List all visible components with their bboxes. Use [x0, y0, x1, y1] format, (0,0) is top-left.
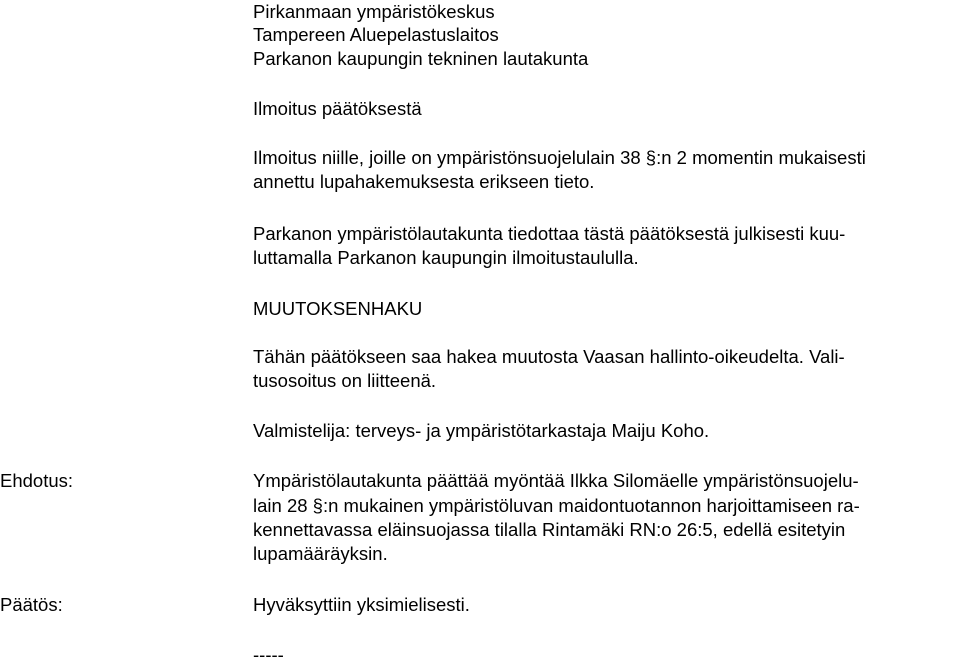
- appeal-paragraph-line: Tähän päätökseen saa hakea muutosta Vaasan hallinto-oikeudelta. Vali-: [253, 346, 845, 367]
- notice-paragraph-line: annettu lupahakemuksesta erikseen tieto.: [253, 171, 595, 192]
- publication-paragraph-line: luttamalla Parkanon kaupungin ilmoitustaululla.: [253, 247, 639, 268]
- proposal-text-line: Ympäristölautakunta päättää myöntää Ilkka Silomäelle ympäristönsuojelu-: [253, 470, 859, 491]
- end-marker: -----: [253, 644, 284, 665]
- org-name-2: Tampereen Aluepelastuslaitos: [253, 24, 499, 45]
- proposal-text-line: lain 28 §:n mukainen ympäristöluvan maidontuotannon harjoittamiseen ra-: [253, 495, 860, 516]
- decision-label: Päätös:: [0, 594, 63, 615]
- appeal-paragraph-line: tusosoitus on liitteenä.: [253, 370, 437, 391]
- proposal-label: Ehdotus:: [0, 470, 74, 491]
- publication-paragraph-line: Parkanon ympäristölautakunta tiedottaa tästä päätöksestä julkisesti kuu-: [253, 223, 846, 244]
- org-name-1: Pirkanmaan ympäristökeskus: [253, 1, 495, 22]
- decision-text: Hyväksyttiin yksimielisesti.: [253, 594, 470, 615]
- preparer-line: Valmistelija: terveys- ja ympäristötarkastaja Maiju Koho.: [253, 420, 710, 441]
- org-name-3: Parkanon kaupungin tekninen lautakunta: [253, 48, 589, 69]
- appeal-heading: MUUTOKSENHAKU: [253, 298, 423, 319]
- proposal-text-line: kennettavassa eläinsuojassa tilalla Rintamäki RN:o 26:5, edellä esitetyin: [253, 519, 846, 540]
- notice-heading: Ilmoitus päätöksestä: [253, 98, 422, 119]
- notice-paragraph-line: Ilmoitus niille, joille on ympäristönsuojelulain 38 §:n 2 momentin mukaisesti: [253, 147, 866, 168]
- proposal-text-line: lupamääräyksin.: [253, 543, 388, 564]
